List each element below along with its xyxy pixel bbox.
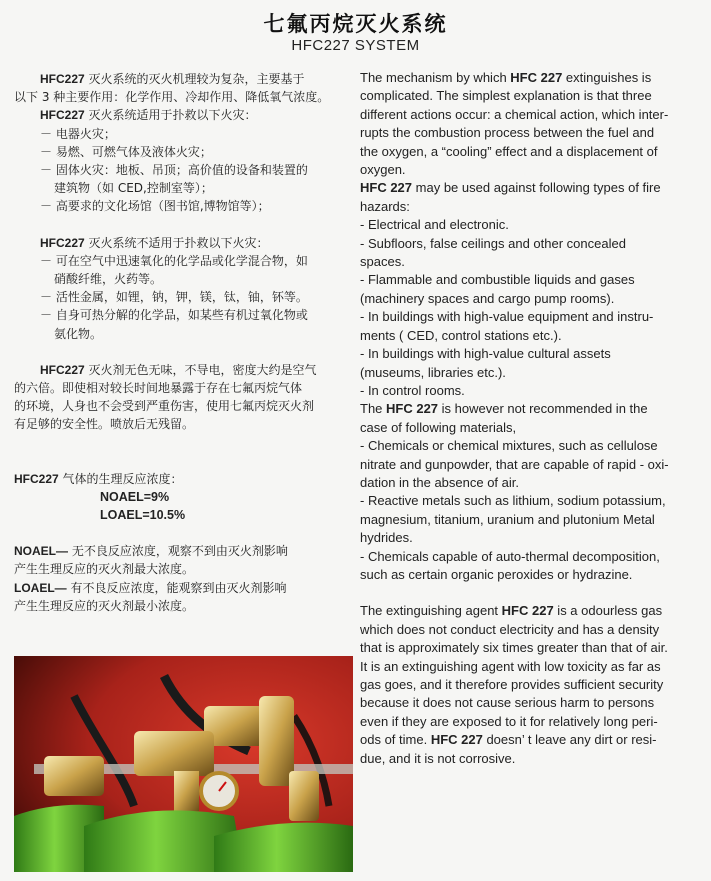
text-line: complicated. The simplest explanation is that three	[360, 88, 652, 104]
list-item: - Electrical and electronic.	[360, 217, 509, 233]
list-item: - Chemicals or chemical mixtures, such as cellulose	[360, 438, 658, 454]
text-line: magnesium, titanium, uranium and plutonium Metal	[360, 511, 655, 527]
text-line: that is approximately six times greater than that of air.	[360, 640, 668, 656]
list-item: - In buildings with high-value cultural assets	[360, 346, 611, 362]
text-line: rupts the combustion process between the fuel and	[360, 125, 655, 141]
agent-line: 的六倍。即使相对较长时间地暴露于存在七氟丙烷气体	[14, 381, 303, 396]
concentration-heading	[14, 470, 354, 488]
cylinder-valve-photo	[14, 656, 353, 872]
text-line: due, and it is not corrosive.	[360, 750, 516, 766]
text-line: even if they are exposed to it for relatively long peri-	[360, 713, 658, 729]
not-recommended-line	[360, 400, 702, 418]
list-item: - Subfloors, false ceilings and other concealed	[360, 235, 626, 251]
text: ods of time.	[360, 732, 431, 748]
noael-definition-2: 产生生理反应的灭火剂最大浓度。	[14, 562, 195, 577]
applicable-heading	[14, 106, 354, 124]
text-line: It is an extinguishing agent with low toxicity as far as	[360, 658, 661, 674]
list-item: - Reactive metals such as lithium, sodium potassium,	[360, 493, 666, 509]
list-item: － 固体火灾：地板、吊顶；高价值的设备和装置的	[40, 163, 308, 178]
brand-term: HFC227	[40, 108, 85, 123]
applicable-text: 灭火系统适用于扑救以下火灾：	[84, 108, 257, 123]
noael-definition	[14, 542, 354, 560]
loael-term: LOAEL—	[14, 580, 67, 595]
brand-term: HFC227	[14, 471, 59, 486]
list-item: - In control rooms.	[360, 382, 465, 398]
list-item: － 电器火灾；	[40, 126, 116, 141]
loael-text: 有不良反应浓度，能观察到由灭火剂影响	[66, 580, 287, 595]
list-item: － 自身可热分解的化学品，如某些有机过氧化物或	[40, 308, 308, 323]
text-line: spaces.	[360, 254, 405, 270]
text: extinguishes is	[562, 70, 652, 85]
text-line: such as certain organic peroxides or hydrazine.	[360, 566, 633, 582]
list-item-cont: 硝酸纤维，火药等。	[54, 272, 163, 287]
not-applicable-text: 灭火系统不适用于扑救以下火灾：	[84, 235, 269, 250]
intro-line-2: 以下 3 种主要作用：化学作用、冷却作用、降低氧气浓度。	[14, 90, 330, 105]
text-line: (museums, libraries etc.).	[360, 364, 506, 380]
list-item: － 高要求的文化场馆（图书馆,博物馆等）；	[40, 199, 270, 214]
text: may be used against following types of fire	[412, 180, 661, 196]
list-item: - In buildings with high-value equipment and instru-	[360, 309, 654, 325]
list-item: － 活性金属，如锂，钠，钾，镁，钛，铀，钚等。	[40, 290, 308, 305]
text-line: case of following materials,	[360, 419, 517, 435]
brand-term: HFC227	[40, 72, 85, 86]
chinese-column	[14, 70, 354, 615]
text-line: gas goes, and it therefore provides sufficient security	[360, 677, 664, 692]
brand-term: HFC227	[40, 235, 85, 250]
page-title: 七氟丙烷灭火系统	[263, 12, 448, 36]
list-item: - Flammable and combustible liquids and gases	[360, 272, 635, 288]
agent-line: 的环境，人身也不会受到严重伤害，使用七氟丙烷灭火剂	[14, 399, 315, 414]
agent-paragraph	[14, 361, 354, 379]
list-item-cont: 氨化物。	[54, 326, 103, 341]
brand-term: HFC 227	[386, 401, 439, 417]
text-line: nitrate and gunpowder, that are capable of rapid - oxi-	[360, 456, 669, 472]
text-line: which does not conduct electricity and has a density	[360, 621, 660, 637]
text: The	[360, 401, 387, 417]
noael-text: 无不良反应浓度，观察不到由灭火剂影响	[68, 544, 288, 559]
list-item: - Chemicals capable of auto-thermal decomposition,	[360, 548, 660, 564]
text-line: the oxygen, a “cooling” effect and a displacement of	[360, 143, 658, 159]
brand-term: HFC 227	[501, 603, 554, 619]
noael-term: NOAEL—	[14, 544, 68, 559]
text: The mechanism by which	[360, 70, 511, 85]
usage-line	[360, 179, 702, 197]
page-subtitle: HFC227 SYSTEM	[291, 37, 420, 54]
list-item-cont: 建筑物（如 CED,控制室等）；	[54, 181, 213, 196]
brand-term: HFC 227	[510, 70, 563, 85]
noael-value: NOAEL=9%	[100, 489, 170, 504]
agent-line	[360, 602, 702, 620]
text-line: (machinery spaces and cargo pump rooms).	[360, 290, 615, 306]
cylinder-valve-illustration	[14, 656, 353, 872]
text: doesn’ t leave any dirt or resi-	[482, 732, 657, 748]
text-line: dation in the absence of air.	[360, 474, 520, 490]
text-line: ments ( CED, control stations etc.).	[360, 327, 562, 343]
text: is however not recommended in the	[438, 401, 648, 417]
text: The extinguishing agent	[360, 603, 502, 619]
mechanism-line	[360, 69, 702, 87]
agent-text: 灭火剂无色无味，不导电，密度大约是空气	[84, 362, 317, 377]
residue-line	[360, 731, 702, 749]
not-applicable-heading	[14, 234, 354, 252]
loael-definition-2: 产生生理反应的灭火剂最小浓度。	[14, 598, 195, 613]
text-line: because it does not cause serious harm to persons	[360, 695, 655, 711]
list-item: － 可在空气中迅速氧化的化学品或化学混合物，如	[40, 253, 308, 268]
loael-definition	[14, 579, 354, 597]
text-line: oxygen.	[360, 162, 406, 178]
text-line: hydrides.	[360, 530, 413, 546]
loael-value: LOAEL=10.5%	[100, 508, 186, 523]
text: is a odourless gas	[553, 603, 663, 619]
intro-text: 灭火系统的灭火机理较为复杂，主要基于	[84, 72, 305, 86]
intro-line	[14, 70, 354, 88]
agent-line: 有足够的安全性。喷放后无残留。	[14, 417, 195, 432]
text-line: different actions occur: a chemical action, which inter-	[360, 106, 669, 122]
english-column	[360, 69, 702, 768]
concentration-text: 气体的生理反应浓度：	[58, 471, 183, 486]
list-item: － 易燃、可燃气体及液体火灾；	[40, 144, 212, 159]
text-line: hazards:	[360, 198, 410, 214]
brand-term: HFC227	[40, 362, 85, 377]
brand-term: HFC 227	[360, 180, 413, 196]
brand-term: HFC 227	[430, 732, 483, 748]
